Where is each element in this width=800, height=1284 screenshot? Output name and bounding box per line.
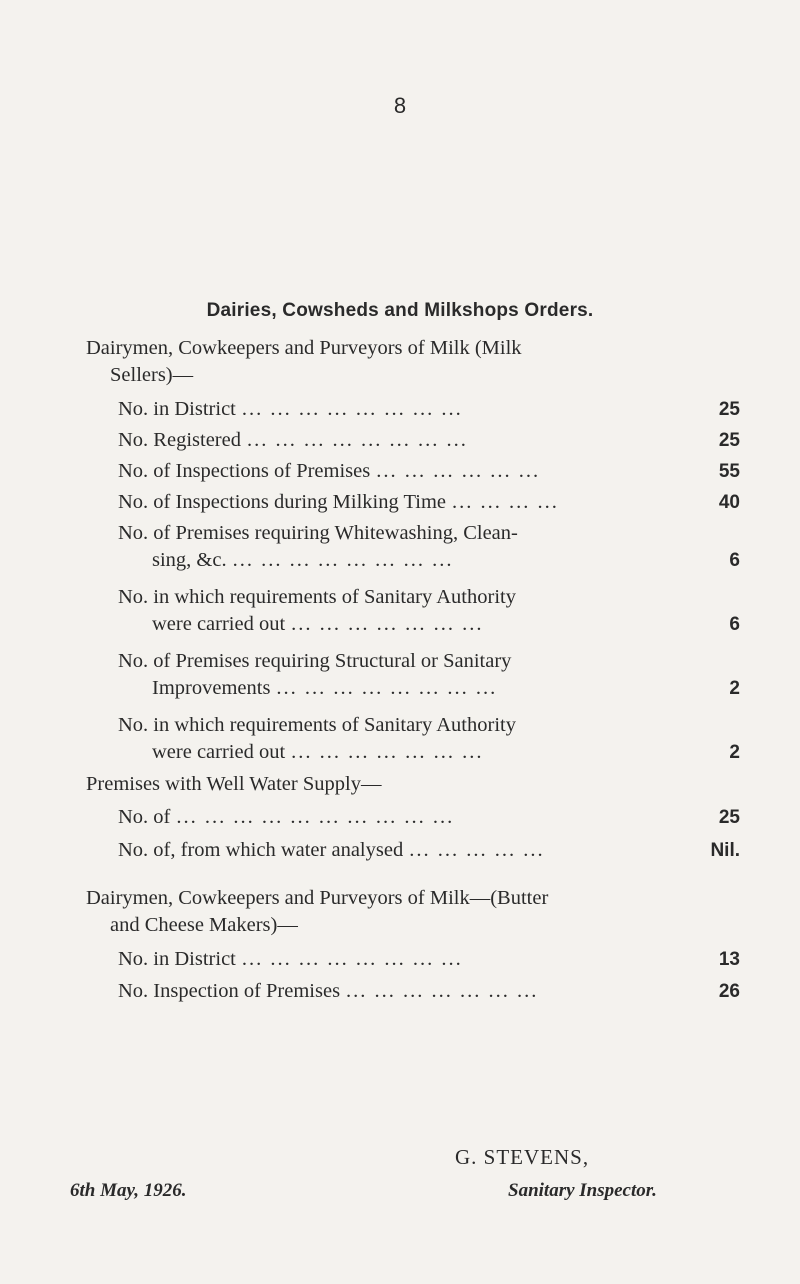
signature-name: G. STEVENS,: [455, 1145, 590, 1169]
row-value: 2: [729, 742, 740, 763]
row-inspections-premises: [118, 458, 740, 485]
row-label: No. of: [118, 806, 171, 828]
row-milk-sellers-district: [118, 396, 740, 423]
leader-dots: ... ... ... ... ... ...: [376, 460, 541, 482]
row-label-continued: were carried out: [152, 613, 286, 635]
row-water-analysed: [118, 837, 740, 864]
row-value: 6: [729, 550, 740, 571]
leader-dots: ... ... ... ... ... ... ...: [291, 741, 484, 763]
row-label: No. in which requirements of Sanitary Authority: [118, 714, 516, 736]
row-label: No. of, from which water analysed: [118, 839, 404, 861]
row-value: 26: [718, 981, 740, 1002]
signature-role: Sanitary Inspector.: [508, 1180, 657, 1201]
row-requirements-carried-out-1: [118, 584, 740, 638]
row-value: 25: [718, 430, 740, 451]
row-value: 6: [729, 614, 740, 635]
row-label: No. in District: [118, 398, 236, 420]
row-label: No. of Inspections during Milking Time: [118, 491, 447, 513]
row-value: 13: [718, 949, 740, 970]
row-label: No. of Inspections of Premises: [118, 460, 371, 482]
leader-dots: ... ... ... ... ... ... ... ...: [276, 677, 498, 699]
section3-title-line1: Dairymen, Cowkeepers and Purveyors of Milk—(Butter: [86, 887, 549, 909]
row-value: 2: [729, 678, 740, 699]
row-butter-makers-district: [118, 946, 740, 973]
leader-dots: ... ... ... ... ... ... ... ...: [241, 398, 463, 420]
section1-title: [86, 335, 522, 389]
row-well-water-premises: [118, 804, 740, 831]
row-whitewashing: [118, 520, 740, 574]
section3-title-line2: and Cheese Makers)—: [110, 914, 298, 936]
row-label: No. Inspection of Premises: [118, 980, 341, 1002]
row-label-continued: sing, &c.: [152, 549, 227, 571]
row-value: 55: [718, 461, 740, 482]
row-label: No. of Premises requiring Structural or Sanitary: [118, 650, 512, 672]
leader-dots: ... ... ... ... ... ... ... ...: [246, 429, 468, 451]
row-label-continued: were carried out: [152, 741, 286, 763]
row-value: Nil.: [710, 840, 740, 861]
section-heading: Dairies, Cowsheds and Milkshops Orders.: [206, 300, 594, 321]
row-inspections-milking: [118, 489, 740, 516]
row-structural-improvements: [118, 648, 740, 702]
leader-dots: ... ... ... ... ...: [409, 839, 545, 861]
row-label: No. in which requirements of Sanitary Authority: [118, 586, 516, 608]
leader-dots: ... ... ... ... ... ... ... ...: [241, 948, 463, 970]
row-inspection-premises: [118, 978, 740, 1005]
leader-dots: ... ... ... ... ... ... ... ...: [232, 549, 454, 571]
row-label: No. Registered: [118, 429, 241, 451]
row-value: 25: [718, 807, 740, 828]
section2-title: Premises with Well Water Supply—: [86, 773, 382, 795]
leader-dots: ... ... ... ... ... ... ...: [291, 613, 484, 635]
row-label-continued: Improvements: [152, 677, 271, 699]
leader-dots: ... ... ... ... ... ... ... ... ... ...: [176, 806, 455, 828]
row-label: No. of Premises requiring Whitewashing, Clean-: [118, 522, 518, 544]
leader-dots: ... ... ... ... ... ... ...: [346, 980, 539, 1002]
row-value: 25: [718, 399, 740, 420]
row-requirements-carried-out-2: [118, 712, 740, 766]
row-label: No. in District: [118, 948, 236, 970]
section3-title: [86, 885, 548, 939]
row-value: 40: [718, 492, 740, 513]
document-date: 6th May, 1926.: [70, 1180, 187, 1201]
section1-title-line1: Dairymen, Cowkeepers and Purveyors of Milk (Milk: [86, 337, 522, 359]
row-registered: [118, 427, 740, 454]
leader-dots: ... ... ... ...: [452, 491, 559, 513]
section1-title-line2: Sellers)—: [110, 364, 194, 386]
page-number: 8: [393, 93, 407, 118]
